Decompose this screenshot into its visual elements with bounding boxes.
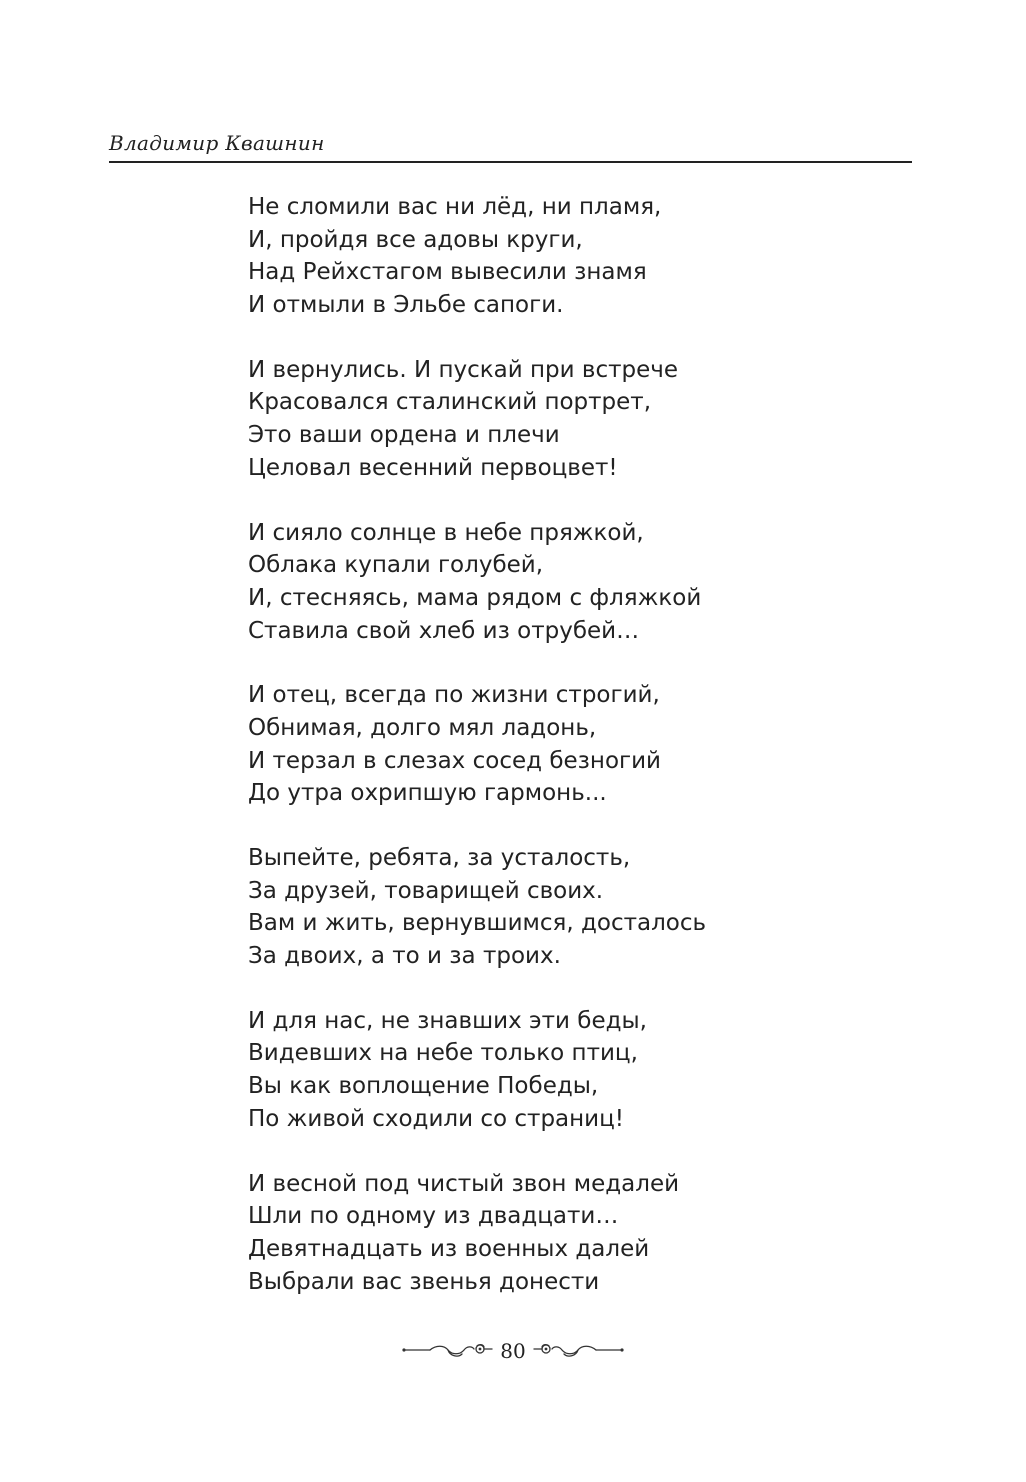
stanza-6: [248, 1005, 706, 1136]
stanza-7: [248, 1168, 706, 1299]
stanza-4: [248, 679, 706, 810]
stanza-2: [248, 354, 706, 485]
poem-line: И отмыли в Эльбе сапоги.: [248, 292, 564, 319]
poem: [248, 191, 706, 1330]
stanza-1: [248, 191, 706, 322]
poem-line: Целовал весенний первоцвет!: [248, 454, 618, 481]
poem-line: Над Рейхстагом вывесили знамя: [248, 259, 647, 286]
poem-line: Девятнадцать из военных далей: [248, 1235, 650, 1262]
poem-line: И, пройдя все адовы круги,: [248, 226, 583, 253]
poem-line: Выпейте, ребята, за усталость,: [248, 845, 631, 871]
poem-line: До утра охрипшую гармонь...: [248, 780, 607, 807]
poem-line: Красовался сталинский портрет,: [248, 389, 652, 416]
running-head-author: Владимир Квашнин: [109, 131, 325, 155]
poem-line: Обнимая, долго мял ладонь,: [248, 714, 597, 741]
poem-line: За друзей, товарищей своих.: [248, 877, 604, 904]
header-rule: [109, 161, 912, 163]
page-footer: [400, 1336, 626, 1366]
poem-line: Шли по одному из двадцати…: [248, 1203, 619, 1230]
poem-line: И вернулись. И пускай при встрече: [248, 356, 678, 383]
poem-line: И отец, всегда по жизни строгий,: [248, 682, 660, 709]
poem-line: Вам и жить, вернувшимся, досталось: [248, 910, 707, 937]
poem-line: Выбрали вас звенья донести: [248, 1268, 600, 1295]
stanza-5: [248, 842, 706, 973]
poem-line: И терзал в слезах сосед безногий: [248, 747, 661, 774]
poem-line: По живой сходили со страниц!: [248, 1105, 624, 1132]
poem-line: И для нас, не знавших эти беды,: [248, 1007, 647, 1034]
poem-line: Облака купали голубей,: [248, 552, 544, 579]
poem-line: Ставила свой хлеб из отрубей…: [248, 617, 640, 644]
poem-line: Это ваши ордена и плечи: [248, 422, 560, 449]
page-number: 80: [500, 1339, 526, 1363]
poem-line: И, стесняясь, мама рядом с фляжкой: [248, 584, 702, 611]
poem-line: Вы как воплощение Победы,: [248, 1073, 599, 1100]
poem-line: И весной под чистый звон медалей: [248, 1170, 680, 1197]
poem-line: И сияло солнце в небе пряжкой,: [248, 519, 644, 546]
poem-line: За двоих, а то и за троих.: [248, 943, 561, 970]
poem-line: Видевших на небе только птиц,: [248, 1040, 638, 1067]
poem-line: Не сломили вас ни лёд, ни пламя,: [248, 194, 662, 220]
stanza-3: [248, 517, 706, 648]
